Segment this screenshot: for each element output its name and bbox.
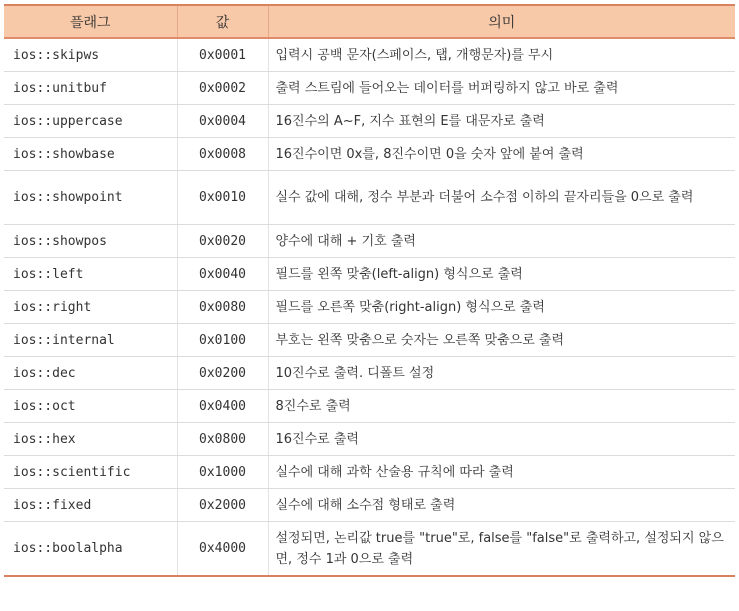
value-cell: 0x0020 xyxy=(177,225,268,258)
meaning-cell: 출력 스트림에 들어오는 데이터를 버퍼링하지 않고 바로 출력 xyxy=(268,72,735,105)
flags-table-container xyxy=(4,4,735,577)
flag-cell: ios::internal xyxy=(4,324,177,357)
table-row xyxy=(4,456,735,489)
meaning-cell: 부호는 왼쪽 맞춤으로 숫자는 오른쪽 맞춤으로 출력 xyxy=(268,324,735,357)
value-cell: 0x0002 xyxy=(177,72,268,105)
table-row xyxy=(4,225,735,258)
flag-cell: ios::showpoint xyxy=(4,171,177,225)
table-row xyxy=(4,138,735,171)
meaning-cell: 입력시 공백 문자(스페이스, 탭, 개행문자)를 무시 xyxy=(268,38,735,72)
table-row xyxy=(4,171,735,225)
table-row xyxy=(4,258,735,291)
meaning-cell: 필드를 왼쪽 맞춤(left-align) 형식으로 출력 xyxy=(268,258,735,291)
meaning-cell: 10진수로 출력. 디폴트 설정 xyxy=(268,357,735,390)
meaning-cell: 실수에 대해 소수점 형태로 출력 xyxy=(268,489,735,522)
flag-cell: ios::oct xyxy=(4,390,177,423)
header-row xyxy=(4,5,735,38)
table-row xyxy=(4,423,735,456)
flag-cell: ios::left xyxy=(4,258,177,291)
value-cell: 0x1000 xyxy=(177,456,268,489)
value-cell: 0x0800 xyxy=(177,423,268,456)
table-row xyxy=(4,522,735,577)
flag-cell: ios::showpos xyxy=(4,225,177,258)
table-body xyxy=(4,38,735,576)
ios-flags-table xyxy=(4,4,735,577)
meaning-cell: 8진수로 출력 xyxy=(268,390,735,423)
value-cell: 0x0200 xyxy=(177,357,268,390)
meaning-cell: 16진수로 출력 xyxy=(268,423,735,456)
flag-cell: ios::hex xyxy=(4,423,177,456)
value-cell: 0x0008 xyxy=(177,138,268,171)
flag-cell: ios::fixed xyxy=(4,489,177,522)
header-value: 값 xyxy=(177,5,268,38)
table-header xyxy=(4,5,735,38)
value-cell: 0x0004 xyxy=(177,105,268,138)
header-flag: 플래그 xyxy=(4,5,177,38)
table-row xyxy=(4,72,735,105)
meaning-cell: 실수 값에 대해, 정수 부분과 더불어 소수점 이하의 끝자리들을 0으로 출력 xyxy=(268,171,735,225)
table-row xyxy=(4,357,735,390)
table-row xyxy=(4,291,735,324)
value-cell: 0x0400 xyxy=(177,390,268,423)
header-meaning: 의미 xyxy=(268,5,735,38)
meaning-cell: 양수에 대해 + 기호 출력 xyxy=(268,225,735,258)
table-row xyxy=(4,324,735,357)
meaning-cell: 설정되면, 논리값 true를 "true"로, false를 "false"로 출력하고, 설정되지 않으면, 정수 1과 0으로 출력 xyxy=(268,522,735,577)
flag-cell: ios::showbase xyxy=(4,138,177,171)
meaning-cell: 실수에 대해 과학 산술용 규칙에 따라 출력 xyxy=(268,456,735,489)
value-cell: 0x0010 xyxy=(177,171,268,225)
table-row xyxy=(4,489,735,522)
flag-cell: ios::boolalpha xyxy=(4,522,177,577)
flag-cell: ios::right xyxy=(4,291,177,324)
value-cell: 0x0001 xyxy=(177,38,268,72)
value-cell: 0x2000 xyxy=(177,489,268,522)
value-cell: 0x0080 xyxy=(177,291,268,324)
table-row xyxy=(4,105,735,138)
flag-cell: ios::dec xyxy=(4,357,177,390)
meaning-cell: 필드를 오른쪽 맞춤(right-align) 형식으로 출력 xyxy=(268,291,735,324)
table-row xyxy=(4,390,735,423)
value-cell: 0x4000 xyxy=(177,522,268,577)
table-row xyxy=(4,38,735,72)
flag-cell: ios::scientific xyxy=(4,456,177,489)
meaning-cell: 16진수이면 0x를, 8진수이면 0을 숫자 앞에 붙여 출력 xyxy=(268,138,735,171)
flag-cell: ios::unitbuf xyxy=(4,72,177,105)
value-cell: 0x0100 xyxy=(177,324,268,357)
value-cell: 0x0040 xyxy=(177,258,268,291)
flag-cell: ios::skipws xyxy=(4,38,177,72)
flag-cell: ios::uppercase xyxy=(4,105,177,138)
meaning-cell: 16진수의 A~F, 지수 표현의 E를 대문자로 출력 xyxy=(268,105,735,138)
